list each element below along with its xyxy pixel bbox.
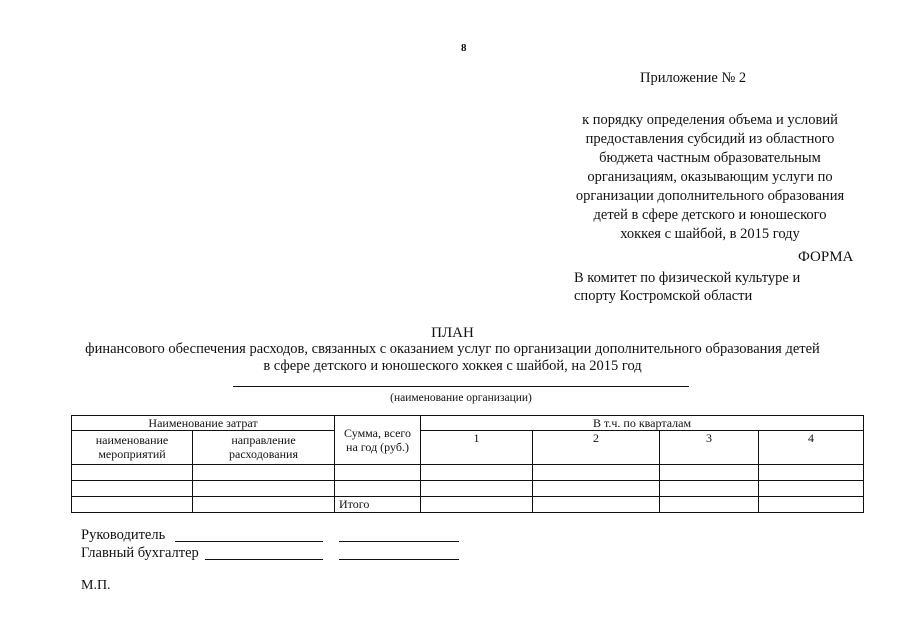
table-total-row[interactable]: [72, 497, 864, 513]
table-header-row: [72, 431, 864, 465]
page-number: 8: [461, 42, 467, 54]
table-row[interactable]: [72, 481, 864, 497]
events-header: наименование мероприятий: [72, 431, 193, 465]
order-text-line: к порядку определения объема и условий: [582, 112, 838, 128]
total-label: Итого: [335, 497, 421, 513]
table-cell[interactable]: [421, 465, 533, 481]
head-name-line[interactable]: [339, 541, 459, 542]
table-cell[interactable]: [533, 481, 660, 497]
order-text-line: детей в сфере детского и юношеского: [593, 207, 827, 223]
plan-title: ПЛАН: [431, 325, 474, 341]
quarter-3-header: 3: [660, 431, 759, 465]
accountant-label: Главный бухгалтер: [81, 545, 199, 561]
head-signature-line[interactable]: [175, 541, 323, 542]
organization-name-line[interactable]: [233, 386, 689, 387]
appendix-title: Приложение № 2: [640, 70, 747, 86]
table-cell[interactable]: [72, 465, 193, 481]
accountant-signature-line[interactable]: [205, 559, 323, 560]
table-cell[interactable]: [335, 481, 421, 497]
quarter-2-header: 2: [533, 431, 660, 465]
table-cell[interactable]: [660, 481, 759, 497]
table-cell[interactable]: [759, 497, 864, 513]
accountant-signature-row: [81, 544, 199, 562]
order-text-line: бюджета частным образовательным: [599, 150, 821, 166]
table-cell[interactable]: [660, 465, 759, 481]
plan-subtitle: [30, 341, 875, 375]
financial-plan-table: [71, 415, 864, 513]
table-cell[interactable]: [421, 497, 533, 513]
quarters-header: В т.ч. по кварталам: [421, 416, 864, 431]
plan-subtitle-line: в сфере детского и юношеского хоккея с шайбой, на 2015 год: [263, 358, 642, 374]
form-label: ФОРМА: [798, 249, 854, 265]
signatures-block: [81, 526, 199, 562]
table-cell[interactable]: [759, 465, 864, 481]
table-cell[interactable]: [193, 497, 335, 513]
addressee: [574, 269, 800, 305]
addressee-line: В комитет по физической культуре и: [574, 270, 801, 286]
organization-name-caption: (наименование организации): [390, 392, 532, 404]
order-reference-text: [560, 111, 860, 244]
table-cell[interactable]: [660, 497, 759, 513]
order-text-line: организациям, оказывающим услуги по: [587, 169, 833, 185]
cost-name-header: Наименование затрат: [72, 416, 335, 431]
table-cell[interactable]: [533, 497, 660, 513]
sum-header: Сумма, всего на год (руб.): [335, 416, 421, 465]
direction-header: направление расходования: [193, 431, 335, 465]
quarter-1-header: 1: [421, 431, 533, 465]
plan-subtitle-line: финансового обеспечения расходов, связанных с оказанием услуг по организации дополнительного образования детей: [85, 341, 820, 357]
table-cell[interactable]: [193, 465, 335, 481]
order-text-line: организации дополнительного образования: [575, 188, 845, 204]
table-cell[interactable]: [335, 465, 421, 481]
head-signature-row: [81, 526, 199, 544]
stamp-label: М.П.: [81, 578, 111, 593]
addressee-line: спорту Костромской области: [574, 288, 753, 304]
table-cell[interactable]: [533, 465, 660, 481]
head-label: Руководитель: [81, 527, 166, 543]
table-cell[interactable]: [421, 481, 533, 497]
accountant-name-line[interactable]: [339, 559, 459, 560]
order-text-line: предоставления субсидий из областного: [585, 131, 835, 147]
table-cell[interactable]: [72, 481, 193, 497]
table-cell[interactable]: [193, 481, 335, 497]
quarter-4-header: 4: [759, 431, 864, 465]
table-row[interactable]: [72, 465, 864, 481]
table-cell[interactable]: [72, 497, 193, 513]
table-header-row: [72, 416, 864, 431]
table-cell[interactable]: [759, 481, 864, 497]
order-text-line: хоккея с шайбой, в 2015 году: [620, 226, 800, 242]
